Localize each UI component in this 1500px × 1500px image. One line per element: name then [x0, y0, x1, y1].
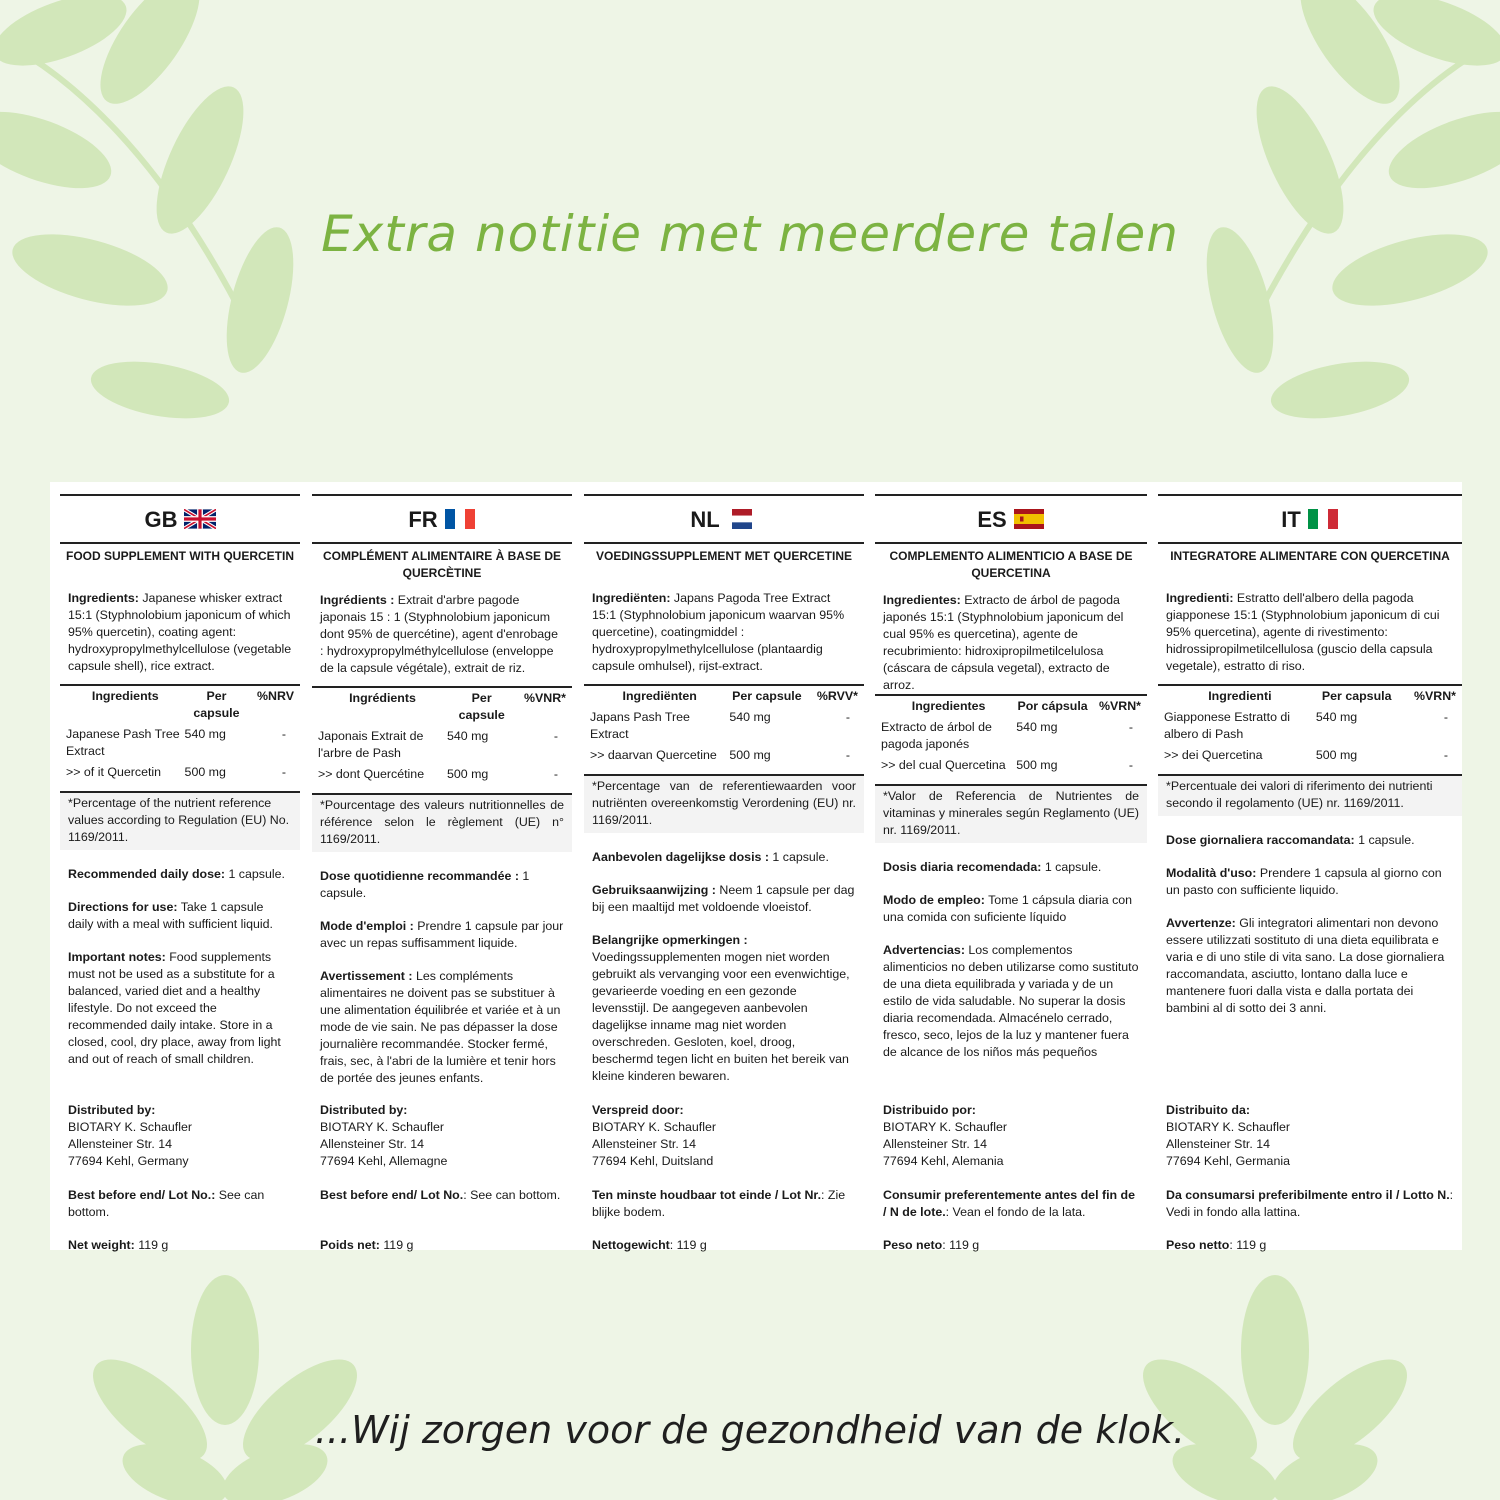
- nrv-footnote: *Percentuale dei valori di riferimento dei nutrienti secondo il regolamento (UE) nr. 1169/2011.: [1158, 776, 1462, 816]
- table-cell-ingredient: >> del cual Quercetina: [881, 758, 1006, 772]
- col-header-ingredients: Ingrediënten: [622, 689, 697, 703]
- table-cell-amount: 540 mg: [1016, 720, 1058, 734]
- net-weight-label: Nettogewicht: [592, 1238, 670, 1252]
- nutrition-table: [875, 694, 1147, 786]
- language-header: [584, 494, 864, 544]
- product-name: COMPLÉMENT ALIMENTAIRE À BASE DE QUERCÈTINE: [322, 549, 561, 580]
- col-header-per-capsule: Per capsule: [193, 689, 240, 720]
- col-header-ingredients: Ingredients: [91, 689, 159, 703]
- net-weight-value: : 119 g: [1229, 1238, 1267, 1252]
- net-weight-label: Peso netto: [1166, 1238, 1230, 1252]
- nutrition-table: [60, 684, 300, 793]
- ingredients-value: Japans Pagoda Tree Extract 15:1 (Styphnolobium japonicum waarvan 95% quercetine), coatingmiddel : hydroxypropylmethylcellulose (plantaardig capsule omhulsel), rijst-extract.: [592, 591, 845, 673]
- directions: [312, 918, 572, 952]
- important-notes: [875, 942, 1147, 1061]
- net-weight-label: Peso neto: [883, 1238, 943, 1252]
- table-cell-nrv: -: [281, 765, 286, 779]
- table-cell-nrv: -: [553, 767, 558, 781]
- distributor: [60, 1102, 300, 1170]
- best-before-label: Best before end/ Lot No.:: [68, 1188, 216, 1202]
- ingredients-value: Extrait d'arbre pagode japonais 15 : 1 (Styphnolobium japonicum dont 95% de quercétine), agent d'enrobage : hydroxypropylméthylcellulose (enveloppe de la capsule végétale), extrait de riz.: [320, 593, 558, 675]
- best-before-value: See can bottom.: [68, 1188, 265, 1219]
- language-code: GB: [144, 506, 178, 532]
- distributor-label: Distributed by:: [320, 1103, 408, 1117]
- important-notes: [584, 932, 864, 1085]
- label-panel: [50, 482, 1462, 1250]
- daily-dose-value: 1 capsule.: [1041, 860, 1102, 874]
- directions-label: Mode d'emploi :: [320, 919, 414, 933]
- net-weight-value: 119 g: [379, 1238, 414, 1252]
- table-cell-ingredient: Giapponese Estratto di albero di Pash: [1164, 710, 1291, 741]
- important-notes-label: Important notes:: [68, 950, 166, 964]
- table-cell-ingredient: Japanese Pash Tree Extract: [66, 727, 180, 758]
- important-notes-label: Avvertenze:: [1166, 916, 1236, 930]
- ingredients-label: Ingredients:: [68, 591, 139, 605]
- language-code: IT: [1281, 506, 1301, 532]
- nrv-footnote: *Pourcentage des valeurs nutritionnelles de référence selon le règlement (UE) n° 1169/2011.: [312, 795, 572, 852]
- directions-value: Prendere 1 capsula al giorno con un pasto con sufficiente liquido.: [1166, 866, 1442, 897]
- best-before-label: Da consumarsi preferibilmente entro il / Lotto N.: [1166, 1188, 1450, 1202]
- table-row: [312, 728, 572, 762]
- ingredients-text: [875, 588, 1147, 694]
- distributor: [1158, 1102, 1462, 1170]
- table-cell-nrv: -: [553, 729, 558, 743]
- distributor-line: BIOTARY K. Schaufler: [1166, 1120, 1290, 1134]
- directions: [60, 899, 300, 933]
- daily-dose-label: Aanbevolen dagelijkse dosis :: [592, 850, 769, 864]
- distributor-line: 77694 Kehl, Duitsland: [592, 1154, 714, 1168]
- best-before-value: : Vean el fondo de la lata.: [945, 1205, 1086, 1219]
- col-header-nrv: %VRN*: [1414, 689, 1456, 703]
- distributor-line: 77694 Kehl, Alemania: [883, 1154, 1004, 1168]
- daily-dose-label: Dosis diaria recomendada:: [883, 860, 1042, 874]
- important-notes: [312, 968, 572, 1087]
- best-before-value: : See can bottom.: [463, 1188, 561, 1202]
- distributor-line: 77694 Kehl, Germania: [1166, 1154, 1290, 1168]
- distributor: [584, 1102, 864, 1170]
- ingredients-label: Ingrédients :: [320, 593, 395, 607]
- language-column-nl: [584, 494, 864, 1250]
- col-header-nrv: %NRV: [257, 689, 294, 703]
- daily-dose: [1158, 832, 1462, 849]
- footer-slogan: ...Wij zorgen voor de gezondheid van de klok.: [314, 1408, 1186, 1452]
- table-cell-ingredient: Japans Pash Tree Extract: [590, 710, 690, 741]
- directions-value: Take 1 capsule daily with a meal with sufficient liquid.: [68, 900, 274, 931]
- table-row: [875, 719, 1147, 753]
- table-cell-amount: 500 mg: [729, 748, 771, 762]
- important-notes-value: Voedingssupplementen mogen niet worden gebruikt als vervanging voor een evenwichtige, gevarieerde voeding en een gezonde levensstijl. De aangegeven aanbevolen dagelijkse inname mag niet worden overschreden. Gesloten, koel, droog, beschermd tegen licht en buiten het bereik van kleine kinderen bewaren.: [592, 950, 850, 1083]
- table-header: [60, 688, 300, 722]
- important-notes-label: Advertencias:: [883, 943, 965, 957]
- distributor-line: Allensteiner Str. 14: [883, 1137, 988, 1151]
- table-row: [1158, 709, 1462, 743]
- ingredients-value: Estratto dell'albero della pagoda giapponese 15:1 (Styphnolobium japonicum di cui 95% quercetina), agente di rivestimento: hidrossipropilmetilcellulosa (guscio della capsula vegetale), estratto di riso.: [1166, 591, 1440, 673]
- important-notes-label: Avertissement :: [320, 969, 413, 983]
- uk-flag-icon: [184, 509, 216, 530]
- table-cell-amount: 500 mg: [1315, 748, 1358, 762]
- best-before-label: Consumir preferentemente antes del fin de / N de lote.: [883, 1188, 1135, 1219]
- col-header-per-capsule: Per capsule: [732, 689, 802, 703]
- distributor-label: Distributed by:: [68, 1103, 156, 1117]
- table-row: [312, 766, 572, 783]
- net-weight: [875, 1237, 1147, 1254]
- col-header-ingredients: Ingredientes: [911, 699, 986, 713]
- table-header: [875, 698, 1147, 715]
- col-header-ingredients: Ingrédients: [349, 691, 416, 705]
- language-code: ES: [977, 506, 1007, 532]
- directions-label: Modalità d'uso:: [1166, 866, 1257, 880]
- nutrition-table: [312, 686, 572, 795]
- ingredients-text: [584, 586, 864, 684]
- ingredients-label: Ingredienti:: [1166, 591, 1234, 605]
- ingredients-text: [1158, 586, 1462, 684]
- distributor-line: Allensteiner Str. 14: [592, 1137, 697, 1151]
- daily-dose-label: Dose quotidienne recommandée :: [320, 869, 519, 883]
- table-header: [584, 688, 864, 705]
- directions: [875, 892, 1147, 926]
- table-cell-amount: 540 mg: [184, 727, 226, 741]
- net-weight-label: Poids net:: [320, 1238, 380, 1252]
- daily-dose: [60, 866, 300, 883]
- col-header-nrv: %RVV*: [816, 689, 858, 703]
- table-cell-ingredient: >> dont Quercétine: [318, 767, 425, 781]
- france-flag-icon: [444, 509, 476, 530]
- net-weight-value: : 119 g: [942, 1238, 980, 1252]
- product-name: FOOD SUPPLEMENT WITH QUERCETIN: [66, 549, 294, 563]
- table-cell-amount: 500 mg: [446, 767, 489, 781]
- table-cell-ingredient: >> daarvan Quercetine: [590, 748, 717, 762]
- directions: [1158, 865, 1462, 899]
- spain-flag-icon: [1013, 509, 1045, 530]
- distributor-label: Distribuito da:: [1166, 1103, 1250, 1117]
- important-notes-label: Belangrijke opmerkingen :: [592, 933, 748, 947]
- page-title: Extra notitie met meerdere talen: [321, 205, 1179, 263]
- product-name: INTEGRATORE ALIMENTARE CON QUERCETINA: [1170, 549, 1450, 563]
- language-header: [312, 494, 572, 544]
- netherlands-flag-icon: [726, 509, 758, 530]
- table-cell-nrv: -: [845, 710, 850, 724]
- best-before-value: : Zie blijke bodem.: [592, 1188, 846, 1219]
- col-header-nrv: %VNR*: [524, 691, 566, 705]
- distributor-label: Distribuido por:: [883, 1103, 976, 1117]
- nrv-footnote: *Percentage van de referentiewaarden voor nutriënten overeenkomstig Verordening (EU) nr. 1169/2011.: [584, 776, 864, 833]
- language-header: [1158, 494, 1462, 544]
- language-column-gb: [60, 494, 300, 1250]
- table-row: [1158, 747, 1462, 764]
- directions-value: Prendre 1 capsule par jour avec un repas suffisamment liquide.: [320, 919, 564, 950]
- table-cell-ingredient: >> dei Quercetina: [1164, 748, 1263, 762]
- net-weight: [312, 1237, 572, 1254]
- net-weight-value: : 119 g: [669, 1238, 707, 1252]
- daily-dose-label: Recommended daily dose:: [68, 867, 225, 881]
- best-before: [60, 1187, 300, 1221]
- table-cell-amount: 540 mg: [1315, 710, 1358, 724]
- distributor-line: 77694 Kehl, Allemagne: [320, 1154, 448, 1168]
- best-before: [1158, 1187, 1462, 1221]
- directions: [584, 882, 864, 916]
- distributor: [875, 1102, 1147, 1170]
- col-header-per-capsule: Por cápsula: [1017, 699, 1088, 713]
- table-row: [60, 764, 300, 781]
- table-cell-amount: 500 mg: [1016, 758, 1058, 772]
- net-weight-value: 119 g: [134, 1238, 169, 1252]
- language-code: NL: [690, 506, 720, 532]
- language-column-es: [875, 494, 1147, 1250]
- directions-label: Directions for use:: [68, 900, 178, 914]
- distributor-label: Verspreid door:: [592, 1103, 684, 1117]
- ingredients-label: Ingrediënten:: [592, 591, 671, 605]
- daily-dose-value: 1 capsule.: [768, 850, 829, 864]
- net-weight: [584, 1237, 864, 1254]
- distributor-line: BIOTARY K. Schaufler: [320, 1120, 444, 1134]
- best-before: [875, 1187, 1147, 1221]
- table-row: [875, 757, 1147, 774]
- best-before-label: Best before end/ Lot No.: [320, 1188, 464, 1202]
- ingredients-text: [60, 586, 300, 684]
- net-weight: [60, 1237, 300, 1254]
- best-before: [312, 1187, 572, 1204]
- language-code: FR: [408, 506, 438, 532]
- nutrition-table: [1158, 684, 1462, 776]
- table-cell-nrv: -: [1128, 758, 1133, 772]
- col-header-per-capsule: Per capsula: [1321, 689, 1392, 703]
- best-before: [584, 1187, 864, 1221]
- distributor-line: Allensteiner Str. 14: [320, 1137, 425, 1151]
- table-cell-amount: 540 mg: [446, 729, 489, 743]
- daily-dose-value: 1 capsule.: [225, 867, 285, 881]
- product-name: COMPLEMENTO ALIMENTICIO A BASE DE QUERCETINA: [889, 549, 1133, 580]
- directions-value: Neem 1 capsule per dag bij een maaltijd met voldoende vloeistof.: [592, 883, 855, 914]
- italy-flag-icon: [1307, 509, 1339, 530]
- table-row: [584, 747, 864, 764]
- distributor-line: BIOTARY K. Schaufler: [68, 1120, 192, 1134]
- language-column-fr: [312, 494, 572, 1250]
- best-before-label: Ten minste houdbaar tot einde / Lot Nr.: [592, 1188, 822, 1202]
- table-header: [312, 690, 572, 724]
- table-row: [60, 726, 300, 760]
- table-cell-nrv: -: [845, 748, 850, 762]
- ingredients-label: Ingredientes:: [883, 593, 961, 607]
- table-cell-nrv: -: [1443, 710, 1448, 724]
- table-cell-nrv: -: [1128, 720, 1133, 734]
- table-cell-ingredient: >> of it Quercetin: [66, 765, 162, 779]
- nutrition-table: [584, 684, 864, 776]
- daily-dose-value: 1 capsule.: [1354, 833, 1415, 847]
- important-notes-value: Los complementos alimenticios no deben utilizarse como sustituto de una dieta equilibrada y variada y de un estilo de vida saludable. No superar la dosis diaria recomendada. Almacénelo cerrado, fresco, seco, lejos de la luz y mantener fuera de alcance de los niños más pequeños: [883, 943, 1139, 1059]
- nrv-footnote: *Percentage of the nutrient reference values according to Regulation (EU) No. 1169/2011.: [60, 793, 300, 850]
- directions-value: Tome 1 cápsula diaria con una comida con suficiente líquido: [883, 893, 1133, 924]
- distributor-line: BIOTARY K. Schaufler: [883, 1120, 1007, 1134]
- table-cell-amount: 500 mg: [184, 765, 226, 779]
- important-notes-value: Les compléments alimentaires ne doivent pas se substituer à une alimentation équilibrée et variée et à un mode de vie sain. Ne pas dépasser la dose journalière recommandée. Stocker fermé, frais, sec, à l'abri de la lumière et tenir hors de portée des jeunes enfants.: [320, 969, 561, 1085]
- distributor-line: BIOTARY K. Schaufler: [592, 1120, 716, 1134]
- nrv-footnote: *Valor de Referencia de Nutrientes de vitaminas y minerales según Reglamento (UE) nr. 1169/2011.: [875, 786, 1147, 843]
- daily-dose: [875, 859, 1147, 876]
- table-cell-nrv: -: [281, 727, 286, 741]
- distributor-line: 77694 Kehl, Germany: [68, 1154, 189, 1168]
- daily-dose-value: 1 capsule.: [320, 869, 530, 900]
- language-column-it: [1158, 494, 1462, 1250]
- important-notes: [1158, 915, 1462, 1017]
- table-cell-amount: 540 mg: [729, 710, 771, 724]
- ingredients-value: Japanese whisker extract 15:1 (Styphnolobium japonicum of which 95% quercetin), coating agent: hydroxypropylmethylcellulose (vegetable capsule shell), rice extract.: [68, 591, 292, 673]
- language-header: [875, 494, 1147, 544]
- table-cell-nrv: -: [1443, 748, 1448, 762]
- col-header-nrv: %VRN*: [1099, 699, 1141, 713]
- daily-dose: [312, 868, 572, 902]
- table-header: [1158, 688, 1462, 705]
- table-cell-ingredient: Japonais Extrait de l'arbre de Pash: [318, 729, 424, 760]
- important-notes-value: Food supplements must not be used as a substitute for a balanced, varied diet and a healthy lifestyle. Do not exceed the recommended daily intake. Store in a closed, cool, dry place, away from light and out of reach of small children.: [68, 950, 281, 1066]
- col-header-ingredients: Ingredienti: [1208, 689, 1272, 703]
- net-weight: [1158, 1237, 1462, 1254]
- ingredients-text: [312, 588, 572, 686]
- important-notes-value: Gli integratori alimentari non devono essere utilizzati sostituto di una dieta equilibrata e varia e di uno stile di vita sano. La dose giornaliera raccomandata, asciutto, lontano dalla luce e mantenere fuori dalla vista e dalla portata dei bambini al di sotto dei 3 anni.: [1166, 916, 1445, 1015]
- ingredients-value: Extracto de árbol de pagoda japonés 15:1 (Styphnolobium japonicum del cual 95% es quercetina), agente de recubrimiento: hidroxipropilmetilcelulosa (cáscara de cápsula vegetal), extracto de arroz.: [883, 593, 1124, 692]
- distributor: [312, 1102, 572, 1170]
- distributor-line: Allensteiner Str. 14: [1166, 1137, 1271, 1151]
- distributor-line: Allensteiner Str. 14: [68, 1137, 173, 1151]
- product-name: VOEDINGSSUPPLEMENT MET QUERCETINE: [595, 549, 853, 563]
- directions-label: Gebruiksaanwijzing :: [592, 883, 716, 897]
- table-cell-ingredient: Extracto de árbol de pagoda japonés: [881, 720, 992, 751]
- language-header: [60, 494, 300, 544]
- best-before-value: : Vedi in fondo alla lattina.: [1166, 1188, 1454, 1219]
- daily-dose-label: Dose giornaliera raccomandata:: [1166, 833, 1355, 847]
- net-weight-label: Net weight:: [68, 1238, 135, 1252]
- table-row: [584, 709, 864, 743]
- daily-dose: [584, 849, 864, 866]
- important-notes: [60, 949, 300, 1068]
- directions-label: Modo de empleo:: [883, 893, 985, 907]
- col-header-per-capsule: Per capsule: [458, 691, 505, 722]
